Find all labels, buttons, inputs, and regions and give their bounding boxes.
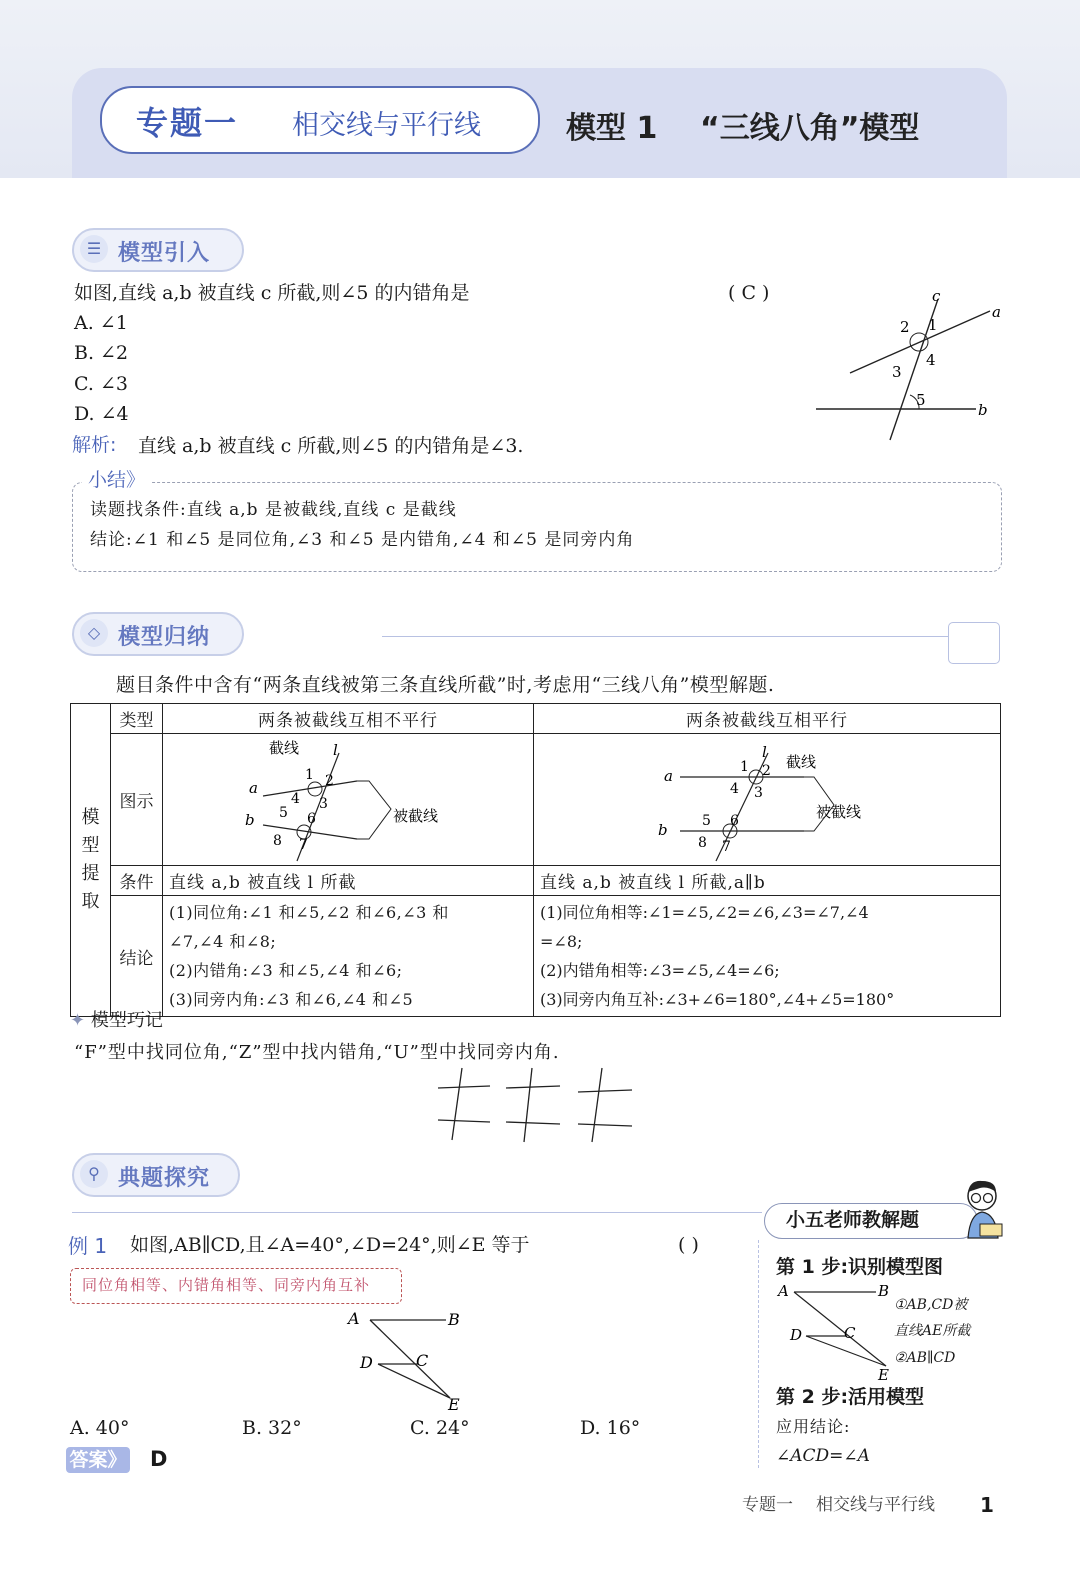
side-label-cell (71, 704, 111, 1017)
label-jiexian: 截线 (269, 738, 300, 757)
cube-icon: ✦ (70, 1010, 86, 1031)
table-row (71, 896, 1001, 1017)
label-c: c (932, 287, 941, 305)
summary-intro: 题目条件中含有“两条直线被第三条直线所截”时,考虑用“三线八角”模型解题. (116, 674, 775, 696)
sidebar-note-2: 直线AE所截 (894, 1323, 971, 1339)
sidebar-figure (776, 1280, 896, 1386)
footer-topic: 专题一 (742, 1495, 793, 1515)
label-E: E (448, 1395, 460, 1414)
example-figure (340, 1302, 480, 1418)
example-option-a: A. 40° (70, 1417, 130, 1439)
answer-badge: 答案》 (66, 1447, 130, 1473)
label-A: A (348, 1309, 360, 1328)
angle-5: 5 (279, 804, 288, 821)
angle-label-1: 1 (928, 316, 938, 334)
analysis-label: 解析: (72, 434, 117, 456)
example-option-c: C. 24° (410, 1417, 470, 1439)
analysis-text: 直线 a,b 被直线 c 所截,则∠5 的内错角是∠3. (138, 435, 524, 457)
angle-2: 2 (762, 762, 771, 779)
sidebar-note-3: ②AB∥CD (894, 1350, 956, 1366)
angle-7: 7 (722, 838, 731, 855)
angle-3: 3 (754, 784, 763, 801)
angle-1: 1 (305, 766, 314, 783)
section-intro-pill (72, 228, 244, 272)
figure-nonparallel-cell (163, 734, 534, 866)
col2-conclusion-line: =∠8; (540, 932, 583, 951)
angle-label-2: 2 (900, 318, 910, 336)
page-number: 1 (980, 1493, 994, 1517)
sidebar-divider (758, 1240, 759, 1468)
example-option-b: B. 32° (242, 1417, 302, 1439)
angle-1: 1 (740, 758, 749, 775)
bracket (357, 781, 391, 839)
fzu-figures (434, 1066, 644, 1144)
example-paren: ( ) (678, 1234, 699, 1256)
label-l: l (762, 742, 767, 761)
col2-conclusion-line: (1)同位角相等:∠1=∠5,∠2=∠6,∠3=∠7,∠4 (540, 903, 869, 922)
section-divider (382, 636, 948, 637)
col1-conclusion-line: (3)同旁内角:∠3 和∠6,∠4 和∠5 (169, 990, 414, 1009)
col1-conclusion (163, 896, 534, 1017)
label-B: B (448, 1310, 460, 1329)
label-jiexian: 截线 (786, 752, 817, 771)
answer-value: D (150, 1447, 168, 1471)
example-question: 如图,AB∥CD,且∠A=40°,∠D=24°,则∠E 等于 (130, 1234, 530, 1256)
u-shape (578, 1068, 632, 1142)
row-label-figure: 图示 (111, 734, 163, 866)
pointer-icon (948, 622, 1000, 664)
summary-line-1: 读题找条件:直线 a,b 是被截线,直线 c 是截线 (90, 500, 457, 520)
angle-8: 8 (698, 834, 707, 851)
col1-header: 两条被截线互相不平行 (163, 704, 534, 734)
label-b: b (658, 820, 668, 839)
teacher-avatar (960, 1178, 1006, 1240)
col2-conclusion-line: (2)内错角相等:∠3=∠5,∠4=∠6; (540, 961, 780, 980)
col2-conclusion-line: (3)同旁内角互补:∠3+∠6=180°,∠4+∠5=180° (540, 990, 895, 1009)
tip-text: “F”型中找同位角,“Z”型中找内错角,“U”型中找同旁内角. (74, 1042, 560, 1063)
label-a: a (992, 303, 1001, 321)
row-label-condition: 条件 (111, 866, 163, 896)
document-icon: ☰ (80, 235, 108, 263)
line-ae (370, 1320, 450, 1398)
sidebar-step1: 第 1 步:识别模型图 (776, 1256, 944, 1278)
sidebar-title: 小五老师教解题 (786, 1209, 920, 1231)
header-chapter: 相交线与平行线 (292, 110, 481, 141)
angle-7: 7 (299, 836, 308, 853)
col1-conclusion-line: (2)内错角:∠3 和∠5,∠4 和∠6; (169, 961, 403, 980)
angle-6: 6 (307, 810, 316, 827)
section-example-pill (72, 1153, 240, 1197)
line-ae (794, 1292, 886, 1366)
summary-box (72, 482, 1002, 572)
option-a: A. ∠1 (74, 312, 128, 334)
col2-condition: 直线 a,b 被直线 l 所截,a∥b (534, 866, 1001, 896)
section-summary-pill (72, 612, 244, 656)
table-row (71, 704, 1001, 734)
header-model-number: 模型 1 (566, 111, 658, 146)
col1-condition: 直线 a,b 被直线 l 所截 (163, 866, 534, 896)
section-intro-title: 模型引入 (118, 241, 211, 266)
header-topic: 专题一 (136, 104, 239, 142)
option-c: C. ∠3 (74, 373, 128, 395)
example-option-d: D. 16° (580, 1417, 641, 1439)
figure-three-lines (808, 285, 1008, 450)
angle-4: 4 (291, 790, 300, 807)
angle-3: 3 (319, 795, 328, 812)
figure-parallel (534, 735, 999, 865)
section-example-title: 典题探究 (118, 1166, 211, 1191)
cube-icon: ◇ (80, 619, 108, 647)
answer-paren: ( C ) (728, 282, 770, 304)
col2-header: 两条被截线互相平行 (534, 704, 1001, 734)
row-label-conclusion: 结论 (111, 896, 163, 1017)
angle-5: 5 (702, 812, 711, 829)
row-label-type: 类型 (111, 704, 163, 734)
col2-conclusion (534, 896, 1001, 1017)
label-beijiexian: 被截线 (816, 802, 862, 821)
question-text: 如图,直线 a,b 被直线 c 所截,则∠5 的内错角是 (74, 282, 470, 304)
label-l: l (333, 740, 338, 759)
label-D: D (360, 1353, 373, 1372)
compass-icon: ⚲ (80, 1160, 108, 1188)
label-D: D (790, 1326, 803, 1344)
summary-label: 小结》 (82, 465, 151, 492)
section-summary-title: 模型归纳 (118, 625, 211, 650)
angle-label-5: 5 (916, 391, 926, 409)
label-B: B (878, 1282, 890, 1300)
table-row (71, 734, 1001, 866)
option-b: B. ∠2 (74, 342, 129, 364)
sidebar-step2-line2: ∠ACD=∠A (776, 1446, 870, 1466)
angle-4: 4 (730, 780, 739, 797)
f-shape (438, 1068, 490, 1140)
label-C: C (416, 1351, 429, 1370)
table-row (71, 866, 1001, 896)
sidebar-step2-line1: 应用结论: (776, 1417, 851, 1436)
sidebar-step2: 第 2 步:活用模型 (776, 1386, 925, 1408)
label-C: C (844, 1324, 856, 1342)
label-beijiexian: 被截线 (393, 806, 439, 825)
tip-title-text: 模型巧记 (90, 1010, 163, 1031)
angle-label-4: 4 (926, 351, 936, 369)
z-shape (506, 1068, 560, 1142)
label-a: a (249, 778, 258, 797)
angle-label-3: 3 (892, 363, 902, 381)
col1-conclusion-line: ∠7,∠4 和∠8; (169, 932, 277, 951)
option-d: D. ∠4 (74, 403, 129, 425)
summary-line-2: 结论:∠1 和∠5 是同位角,∠3 和∠5 是内错角,∠4 和∠5 是同旁内角 (90, 530, 635, 550)
angle-6: 6 (730, 812, 739, 829)
tip-title (70, 1010, 163, 1032)
angle-2: 2 (325, 772, 334, 789)
figure-nonparallel (163, 735, 532, 865)
example-label: 例 1 (68, 1234, 108, 1258)
header-model-name: “三线八角”模型 (700, 111, 920, 146)
figure-parallel-cell (534, 734, 1001, 866)
label-b: b (245, 810, 255, 829)
model-table (70, 703, 1001, 1017)
label-a: a (664, 766, 673, 785)
label-E: E (878, 1366, 889, 1384)
col1-conclusion-line: (1)同位角:∠1 和∠5,∠2 和∠6,∠3 和 (169, 903, 449, 922)
sidebar-note-1: ①AB,CD被 (894, 1297, 968, 1313)
hint-text: 同位角相等、内错角相等、同旁内角互补 (82, 1276, 371, 1294)
section3-divider (72, 1212, 762, 1213)
label-A: A (778, 1282, 789, 1300)
label-b: b (978, 401, 988, 419)
side-label: 模型提取 (81, 807, 100, 912)
line-a (850, 311, 990, 373)
line-de (378, 1364, 450, 1398)
footer-chapter: 相交线与平行线 (816, 1495, 935, 1515)
angle-8: 8 (273, 832, 282, 849)
